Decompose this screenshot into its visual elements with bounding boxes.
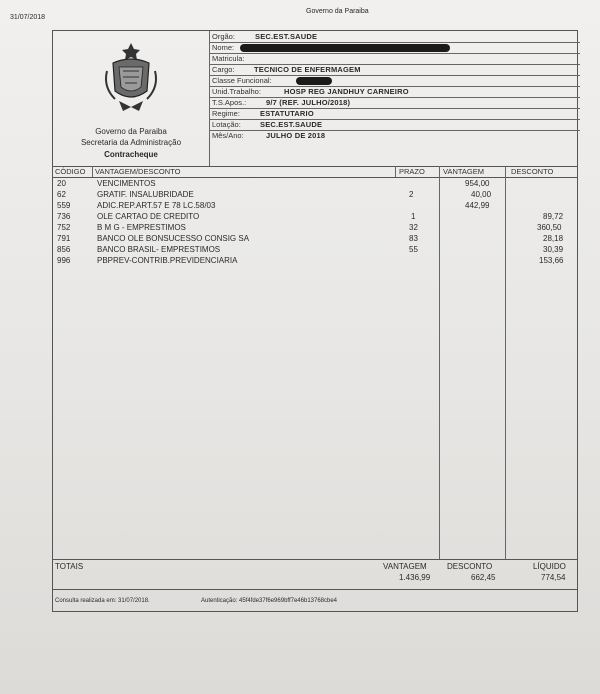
row-codigo: 62 [57, 190, 66, 199]
row-descricao: BANCO BRASIL- EMPRESTIMOS [97, 245, 221, 254]
info-mes-ano [210, 130, 580, 141]
col-prazo: PRAZO [399, 167, 425, 176]
ts-label: T.S.Apos.: [212, 98, 247, 107]
col-divider [92, 166, 93, 177]
row-codigo: 791 [57, 234, 71, 243]
row-prazo: 2 [409, 190, 414, 199]
mes-value: JULHO DE 2018 [266, 131, 326, 140]
ts-value: 9/7 (REF. JULHO/2018) [266, 98, 351, 107]
table-row [53, 256, 577, 265]
row-codigo: 736 [57, 212, 71, 221]
employee-info [209, 31, 580, 166]
row-vantagem: 954,00 [465, 179, 490, 188]
redacted-name [240, 44, 450, 52]
unid-value: HOSP REG JANDHUY CARNEIRO [284, 87, 409, 96]
unid-label: Unid.Trabalho: [212, 87, 261, 96]
row-prazo: 83 [409, 234, 418, 243]
orgao-label: Orgão: [212, 32, 235, 41]
logo-line-title: Contracheque [104, 150, 158, 159]
col-codigo: CÓDIGO [55, 167, 86, 176]
print-date: 31/07/2018 [10, 14, 46, 21]
row-codigo: 20 [57, 179, 66, 188]
totals-section [53, 559, 577, 584]
print-org: Governo da Paraiba [306, 8, 369, 15]
coat-of-arms-icon [101, 41, 161, 113]
totals-label: TOTAIS [55, 562, 84, 571]
row-vantagem: 442,99 [465, 201, 490, 210]
regime-label: Regime: [212, 109, 240, 118]
row-codigo: 996 [57, 256, 71, 265]
matricula-label: Matricula: [212, 54, 245, 63]
col-descricao: VANTAGEM/DESCONTO [95, 167, 181, 176]
totals-liquido-label: LÍQUIDO [533, 562, 566, 571]
col-desconto: DESCONTO [511, 167, 554, 176]
row-prazo: 32 [409, 223, 418, 232]
totals-vantagem-label: VANTAGEM [383, 562, 427, 571]
row-vantagem: 40,00 [471, 190, 492, 199]
regime-value: ESTATUTARIO [260, 109, 314, 118]
totals-desconto-label: DESCONTO [447, 562, 493, 571]
document-footer [53, 589, 577, 612]
logo-line-government: Governo da Paraiba [95, 127, 167, 136]
logo-line-secretariat: Secretaria da Administração [80, 138, 182, 147]
row-descricao: ADIC.REP.ART.57 E 78 LC.58/03 [97, 201, 216, 210]
autenticacao-text: Autenticação: 45f4fde37f6e969bff7e46b13768cbe4 [201, 598, 338, 604]
row-descricao: VENCIMENTOS [97, 179, 156, 188]
totals-vantagem-value: 1.436,99 [399, 573, 431, 582]
table-row [53, 179, 577, 188]
redacted-classe [296, 77, 332, 85]
row-descricao: OLE CARTAO DE CREDITO [97, 212, 200, 221]
row-descricao: B M G - EMPRESTIMOS [97, 223, 186, 232]
row-codigo: 856 [57, 245, 71, 254]
row-descricao: BANCO OLE BONSUCESSO CONSIG SA [97, 234, 250, 243]
table-header [53, 166, 577, 178]
row-desconto: 89,72 [543, 212, 564, 221]
totals-liquido-value: 774,54 [541, 573, 566, 582]
totals-desconto-value: 662,45 [471, 573, 496, 582]
table-row [53, 190, 577, 199]
row-codigo: 752 [57, 223, 71, 232]
mes-label: Mês/Ano: [212, 131, 244, 140]
lotacao-value: SEC.EST.SAUDE [260, 120, 323, 129]
table-row [53, 245, 577, 254]
nome-label: Nome: [212, 43, 235, 52]
row-codigo: 559 [57, 201, 71, 210]
cargo-value: TECNICO DE ENFERMAGEM [254, 65, 361, 74]
lotacao-label: Lotação: [212, 120, 241, 129]
cargo-label: Cargo: [212, 65, 235, 74]
table-row [53, 223, 577, 232]
row-prazo: 55 [409, 245, 418, 254]
col-vantagem: VANTAGEM [443, 167, 484, 176]
row-desconto: 28,18 [543, 234, 564, 243]
row-desconto: 153,66 [539, 256, 564, 265]
table-row [53, 234, 577, 243]
orgao-value: SEC.EST.SAUDE [255, 32, 318, 41]
classe-label: Classe Funcional: [212, 76, 272, 85]
row-desconto: 30,39 [543, 245, 564, 254]
row-desconto: 360,50 [537, 223, 562, 232]
logo-block [53, 31, 209, 166]
table-row [53, 201, 577, 210]
table-row [53, 212, 577, 221]
row-descricao: PBPREV-CONTRIB.PREVIDENCIARIA [97, 256, 238, 265]
col-divider [395, 166, 396, 177]
payslip-document [52, 30, 578, 612]
row-descricao: GRATIF. INSALUBRIDADE [97, 190, 194, 199]
row-prazo: 1 [411, 212, 416, 221]
consulta-text: Consulta realizada em: 31/07/2018. [55, 598, 150, 604]
